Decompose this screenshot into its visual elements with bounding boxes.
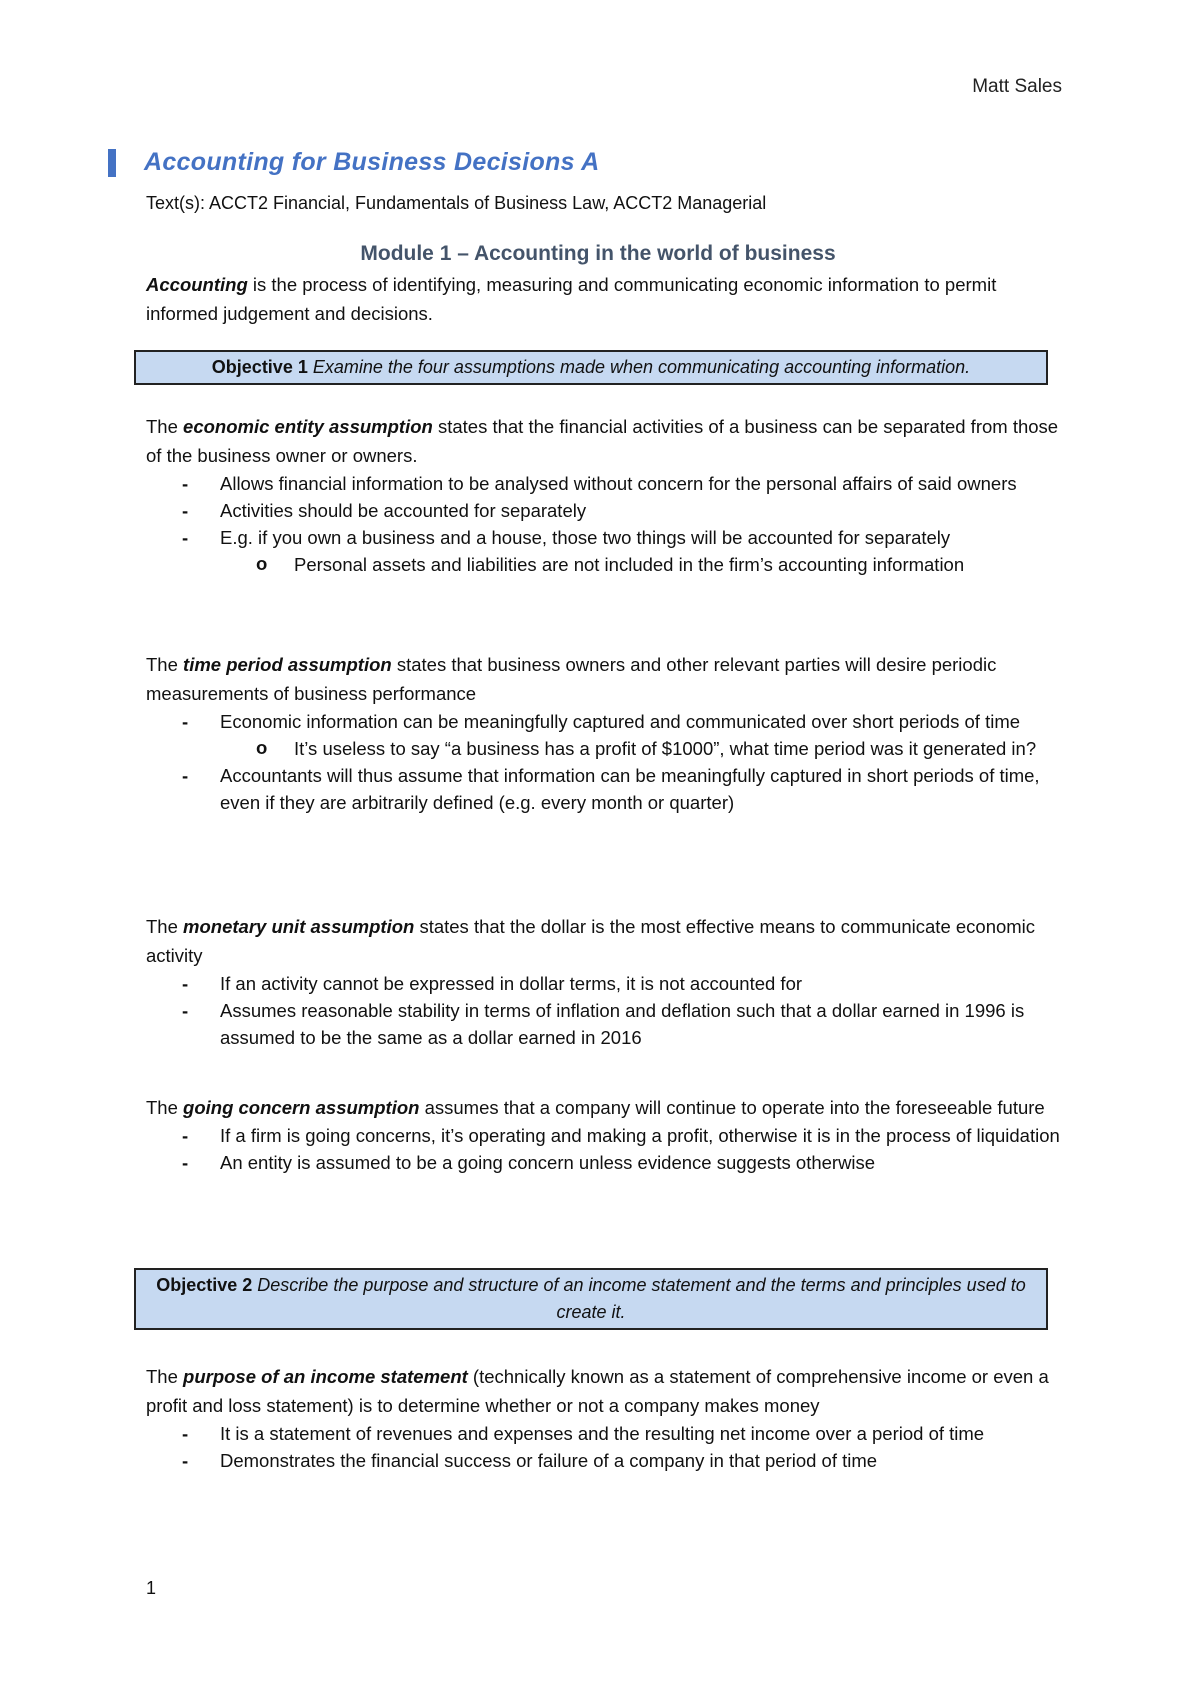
going-concern-bullets [146, 1122, 1066, 1176]
list-item: - Activities should be accounted for separately [146, 497, 1066, 524]
time-period-subbullets [220, 735, 1066, 762]
going-concern-pre: The [146, 1097, 184, 1118]
going-concern-section [146, 1093, 1066, 1176]
economic-entity-text: states that the financial activities of a business can be separated from those of the business owner or owners. [146, 416, 1059, 466]
economic-entity-pre: The [146, 416, 184, 437]
monetary-unit-text: states that the dollar is the most effective means to communicate economic activity [146, 916, 1036, 966]
list-item-text: E.g. if you own a business and a house, those two things will be accounted for separately [220, 527, 951, 548]
income-statement-bullets [146, 1420, 1066, 1474]
time-period-text: states that business owners and other relevant parties will desire periodic measurements of business performance [146, 654, 997, 704]
list-item: - Accountants will thus assume that information can be meaningfully captured in short periods of time, even if they are arbitrarily defined (e.g. every month or quarter) [146, 762, 1066, 816]
economic-entity-term: economic entity assumption [183, 416, 433, 437]
list-item: - If a firm is going concerns, it’s operating and making a profit, otherwise it is in the process of liquidation [146, 1122, 1066, 1149]
title-accent-bar [108, 149, 116, 177]
document-title: Accounting for Business Decisions A [144, 148, 600, 176]
time-period-term: time period assumption [183, 654, 392, 675]
author-header: Matt Sales [972, 76, 1062, 97]
list-item [146, 708, 1066, 762]
objective-1-box [134, 350, 1048, 385]
list-item: - It is a statement of revenues and expenses and the resulting net income over a period of time [146, 1420, 1066, 1447]
list-item: - An entity is assumed to be a going concern unless evidence suggests otherwise [146, 1149, 1066, 1176]
economic-entity-subbullets [220, 551, 1066, 578]
going-concern-text: assumes that a company will continue to operate into the foreseeable future [419, 1097, 1045, 1118]
title-row [108, 148, 599, 177]
time-period-pre: The [146, 654, 184, 675]
sub-list-item: o Personal assets and liabilities are not included in the firm’s accounting information [146, 551, 1066, 578]
monetary-unit-pre: The [146, 916, 184, 937]
time-period-section [146, 650, 1066, 816]
list-item-text: Economic information can be meaningfully captured and communicated over short periods of time [220, 711, 1021, 732]
income-statement-term: purpose of an income statement [183, 1366, 468, 1387]
texts-line: Text(s): ACCT2 Financial, Fundamentals of Business Law, ACCT2 Managerial [146, 193, 767, 213]
objective-2-label: Objective 2 [156, 1275, 253, 1295]
module-heading: Module 1 – Accounting in the world of business [360, 242, 836, 265]
objective-2-box [134, 1268, 1048, 1330]
income-statement-section [146, 1362, 1066, 1474]
list-item [146, 524, 1066, 578]
accounting-definition-text: is the process of identifying, measuring and communicating economic information to permit informed judgement and decisions. [146, 274, 997, 324]
income-statement-text: (technically known as a statement of comprehensive income or even a profit and loss statement) is to determine whether or not a company makes money [146, 1366, 1049, 1416]
objective-2-text: Describe the purpose and structure of an income statement and the terms and principles used to create it. [252, 1275, 1026, 1322]
sub-list-item: o It’s useless to say “a business has a profit of $1000”, what time period was it generated in? [146, 735, 1066, 762]
economic-entity-section [146, 412, 1066, 578]
page-number: 1 [146, 1578, 157, 1598]
income-statement-pre: The [146, 1366, 184, 1387]
list-item: - Allows financial information to be analysed without concern for the personal affairs of said owners [146, 470, 1066, 497]
monetary-unit-section [146, 912, 1066, 1051]
list-item: - Assumes reasonable stability in terms of inflation and deflation such that a dollar earned in 1996 is assumed to be the same as a dollar earned in 2016 [146, 997, 1066, 1051]
time-period-bullets [146, 708, 1066, 816]
accounting-definition [146, 270, 1066, 328]
list-item: - Demonstrates the financial success or failure of a company in that period of time [146, 1447, 1066, 1474]
objective-1-text: Examine the four assumptions made when communicating accounting information. [307, 357, 971, 377]
monetary-unit-term: monetary unit assumption [183, 916, 415, 937]
accounting-term: Accounting [146, 274, 248, 295]
list-item: - If an activity cannot be expressed in dollar terms, it is not accounted for [146, 970, 1066, 997]
economic-entity-bullets [146, 470, 1066, 578]
objective-1-label: Objective 1 [211, 357, 308, 377]
monetary-unit-bullets [146, 970, 1066, 1051]
going-concern-term: going concern assumption [183, 1097, 420, 1118]
